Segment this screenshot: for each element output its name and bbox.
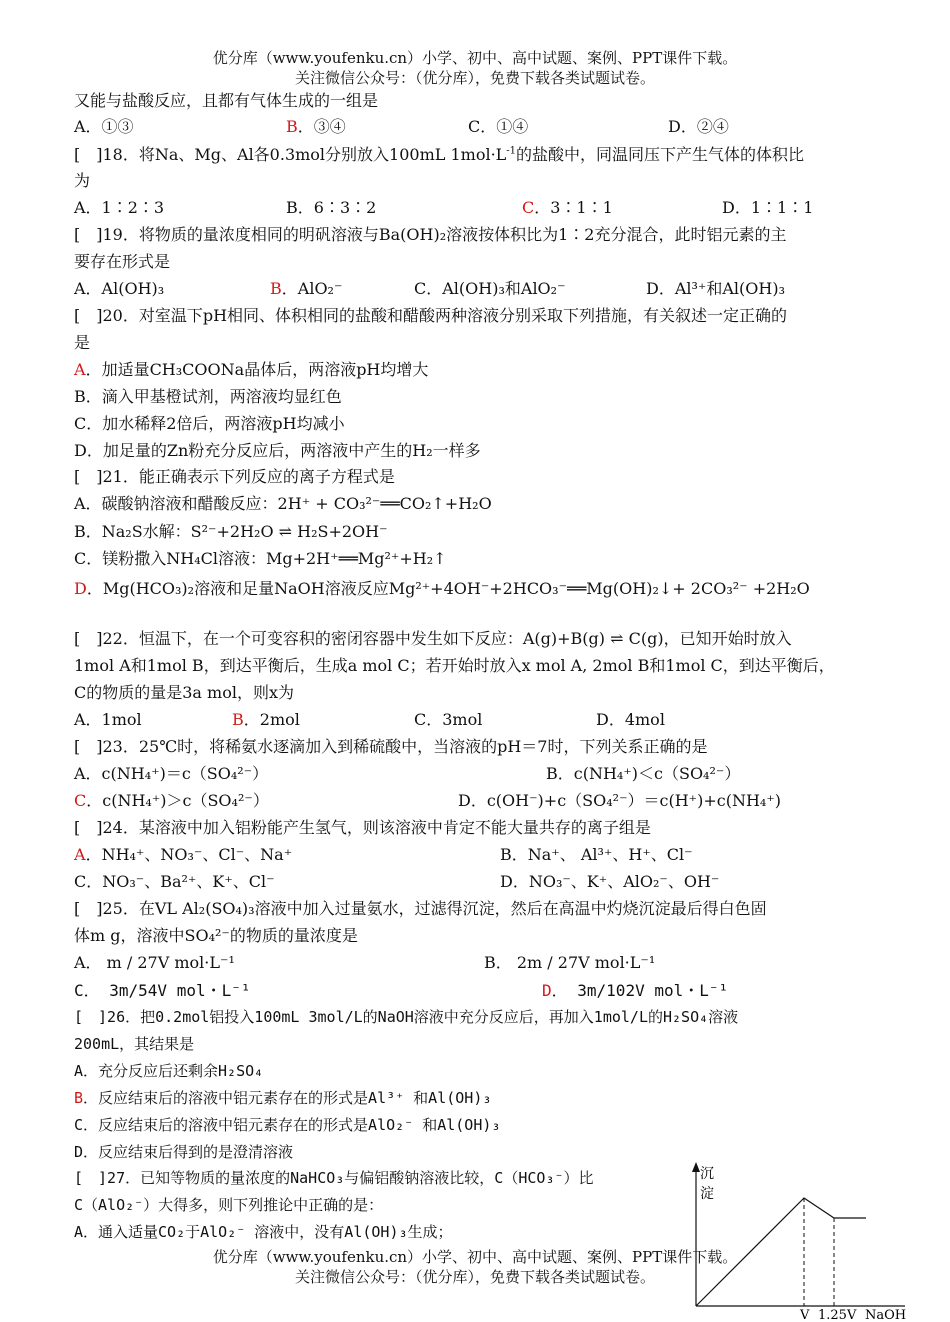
- q18-option-c: [522, 197, 613, 219]
- q25-option-a: A． m / 27V mol·L⁻¹: [74, 953, 235, 972]
- q17-b-letter: B: [286, 117, 298, 136]
- q24-option-b: B．Na⁺、 Al³⁺、H⁺、Cl⁻: [500, 845, 693, 864]
- q19-option-a: A．Al(OH)₃: [74, 279, 165, 298]
- q17-option-d: D．②④: [668, 117, 729, 136]
- q20-stem-2: 是: [74, 333, 91, 352]
- q20-option-d: D．加足量的Zn粉充分反应后，两溶液中产生的H₂一样多: [74, 441, 481, 460]
- q26-b-letter: B: [74, 1089, 84, 1107]
- q24-option-a: [74, 844, 292, 866]
- q18-c-letter: C: [522, 198, 535, 217]
- q25-d-letter: D: [542, 981, 552, 1000]
- q17-tail: 又能与盐酸反应，且都有气体生成的一组是: [74, 91, 379, 110]
- q18-option-a: A．1∶2∶3: [74, 198, 165, 217]
- graph-x-tick-v: V: [800, 1308, 810, 1320]
- q21-option-a: A．碳酸钠溶液和醋酸反应：2H⁺ + CO₃²⁻══CO₂↑+H₂O: [74, 494, 492, 513]
- q22-stem-1: [ ]22．恒温下，在一个可变容积的密闭容器中发生如下反应：A(g)+B(g) ⇌ C(g)，已知开始时放入: [74, 629, 792, 648]
- q23-option-c: [74, 790, 269, 812]
- q26-option-c: C．反应结束后的溶液中铝元素存在的形式是AlO₂⁻ 和Al(OH)₃: [74, 1116, 501, 1134]
- q17-b-text: ．③④: [297, 117, 346, 136]
- q18-stem-1b: 的盐酸中，同温同压下产生气体的体积比: [516, 145, 805, 164]
- q25-option-c: C． 3m/54V mol・L⁻¹: [74, 981, 251, 1000]
- q21-option-d: [74, 578, 810, 600]
- q26-b-text: ．反应结束后的溶液中铝元素存在的形式是Al³⁺ 和Al(OH)₃: [83, 1089, 492, 1107]
- q19-b-letter: B: [270, 279, 282, 298]
- q24-option-c: C．NO₃⁻、Ba²⁺、K⁺、Cl⁻: [74, 872, 275, 891]
- q24-a-letter: A: [74, 845, 86, 864]
- q24-option-d: D．NO₃⁻、K⁺、AlO₂⁻、OH⁻: [500, 872, 720, 891]
- precipitate-graph: [680, 1160, 920, 1320]
- q26-stem-2: 200mL，其结果是: [74, 1035, 195, 1053]
- q23-c-letter: C: [74, 791, 87, 810]
- q22-option-c: C．3mol: [414, 710, 483, 729]
- q18-stem-1a: [ ]18．将Na、Mg、Al各0.3mol分别放入100mL 1mol·L: [74, 145, 507, 164]
- q17-option-b: [286, 116, 346, 138]
- q17-option-a: A．①③: [74, 117, 134, 136]
- q26-option-b: [74, 1087, 491, 1109]
- q20-a-text: ．加适量CH₃COONa晶体后，两溶液pH均增大: [85, 360, 429, 379]
- q20-option-c: C．加水稀释2倍后，两溶液pH均减小: [74, 414, 345, 433]
- q20-option-b: B．滴入甲基橙试剂，两溶液均显红色: [74, 387, 342, 406]
- q22-b-letter: B: [232, 710, 244, 729]
- q21-option-c: C．镁粉撒入NH₄Cl溶液：Mg+2H⁺══Mg²⁺+H₂↑: [74, 549, 447, 568]
- q23-c-text: ．c(NH₄⁺)＞c（SO₄²⁻）: [86, 791, 269, 810]
- q23-stem: [ ]23．25℃时，将稀氨水逐滴加入到稀硫酸中，当溶液的pH＝7时，下列关系正确的是: [74, 737, 708, 756]
- q19-stem-2: 要存在形式是: [74, 252, 171, 271]
- graph-y-arrow: [692, 1162, 700, 1172]
- q24-a-text: ．NH₄⁺、NO₃⁻、Cl⁻、Na⁺: [85, 845, 293, 864]
- q18-option-d: D．1∶1∶1: [722, 198, 814, 217]
- q23-option-b: B．c(NH₄⁺)＜c（SO₄²⁻）: [546, 764, 741, 783]
- q25-stem-1: [ ]25．在VL Al₂(SO₄)₃溶液中加入过量氨水，过滤得沉淀，然后在高温中灼烧沉淀最后得白色固: [74, 899, 767, 918]
- q20-stem-1: [ ]20．对室温下pH相同、体积相同的盐酸和醋酸两种溶液分别采取下列措施，有关叙述一定正确的: [74, 306, 788, 325]
- q23-option-a: A．c(NH₄⁺)＝c（SO₄²⁻）: [74, 764, 269, 783]
- q22-option-a: A．1mol: [74, 710, 142, 729]
- q19-option-d: D．Al³⁺和Al(OH)₃: [646, 279, 786, 298]
- q17-option-c: C．①④: [468, 117, 529, 136]
- q22-stem-2: 1mol A和1mol B，到达平衡后，生成a mol C；若开始时放入x mol A, 2mol B和1mol C，到达平衡后，: [74, 656, 835, 675]
- q27-stem-2: C（AlO₂⁻）大得多，则下列推论中正确的是：: [74, 1196, 384, 1214]
- q22-stem-3: C的物质的量是3a mol，则x为: [74, 683, 294, 702]
- q25-option-d: [542, 980, 728, 1002]
- q21-d-letter: D: [74, 579, 87, 598]
- q24-stem: [ ]24．某溶液中加入铝粉能产生氢气，则该溶液中肯定不能大量共存的离子组是: [74, 818, 651, 837]
- q18-option-b: B．6∶3∶2: [286, 198, 377, 217]
- q19-option-b: [270, 278, 342, 300]
- q21-option-b: B．Na₂S水解：S²⁻+2H₂O ⇌ H₂S+2OH⁻: [74, 522, 388, 541]
- header-line-1: 优分库（www.youfenku.cn）小学、初中、高中试题、案例、PPT课件下载。: [212, 49, 738, 67]
- q19-stem-1: [ ]19．将物质的量浓度相同的明矾溶液与Ba(OH)₂溶液按体积比为1∶2充分混合，此时铝元素的主: [74, 225, 787, 244]
- q19-b-text: ．AlO₂⁻: [281, 279, 343, 298]
- q18-c-text: ．3∶1∶1: [534, 198, 613, 217]
- q22-b-text: ．2mol: [243, 710, 300, 729]
- q21-stem: [ ]21．能正确表示下列反应的离子方程式是: [74, 467, 395, 486]
- q22-option-b: [232, 709, 300, 731]
- q27-option-a: A．通入适量CO₂于AlO₂⁻ 溶液中，没有Al(OH)₃生成；: [74, 1223, 453, 1241]
- graph-x-tick-125v: 1.25V: [818, 1308, 857, 1320]
- q19-option-c: C．Al(OH)₃和AlO₂⁻: [414, 279, 566, 298]
- graph-ylabel-1: 沉: [700, 1166, 714, 1182]
- footer-line-1: 优分库（www.youfenku.cn）小学、初中、高中试题、案例、PPT课件下载。: [212, 1248, 738, 1266]
- header-line-2: 关注微信公众号：（优分库），免费下载各类试题试卷。: [294, 69, 655, 87]
- q23-option-d: D．c(OH⁻)+c（SO₄²⁻）＝c(H⁺)+c(NH₄⁺): [458, 791, 782, 810]
- graph-xlabel: NaOH: [865, 1308, 907, 1320]
- q18-stem-2: 为: [74, 171, 91, 190]
- q20-a-letter: A: [74, 360, 86, 379]
- q22-option-d: D．4mol: [596, 710, 665, 729]
- q25-option-b: B． 2m / 27V mol·L⁻¹: [484, 953, 656, 972]
- graph-ylabel-2: 淀: [700, 1186, 714, 1202]
- q20-option-a: [74, 359, 428, 381]
- q25-d-text: ． 3m/102V mol・L⁻¹: [551, 981, 729, 1000]
- q27-stem-1: [ ]27．已知等物质的量浓度的NaHCO₃与偏铝酸钠溶液比较，C（HCO₃⁻）比: [74, 1169, 594, 1187]
- footer-line-2: 关注微信公众号：（优分库），免费下载各类试题试卷。: [294, 1268, 655, 1286]
- q26-option-d: D．反应结束后得到的是澄清溶液: [74, 1143, 294, 1161]
- q21-d-text: ．Mg(HCO₃)₂溶液和足量NaOH溶液反应Mg²⁺+4OH⁻+2HCO₃⁻══Mg(OH)₂↓+ 2CO₃²⁻ +2H₂O: [86, 579, 810, 598]
- q26-option-a: A．充分反应后还剩余H₂SO₄: [74, 1062, 264, 1080]
- q25-stem-2: 体m g，溶液中SO₄²⁻的物质的量浓度是: [74, 926, 358, 945]
- q18-stem-sup: -1: [506, 145, 517, 157]
- q26-stem-1: [ ]26．把0.2mol铝投入100mL 3mol/L的NaOH溶液中充分反应后，再加入1mol/L的H₂SO₄溶液: [74, 1008, 739, 1026]
- q18-stem-1: [74, 144, 804, 166]
